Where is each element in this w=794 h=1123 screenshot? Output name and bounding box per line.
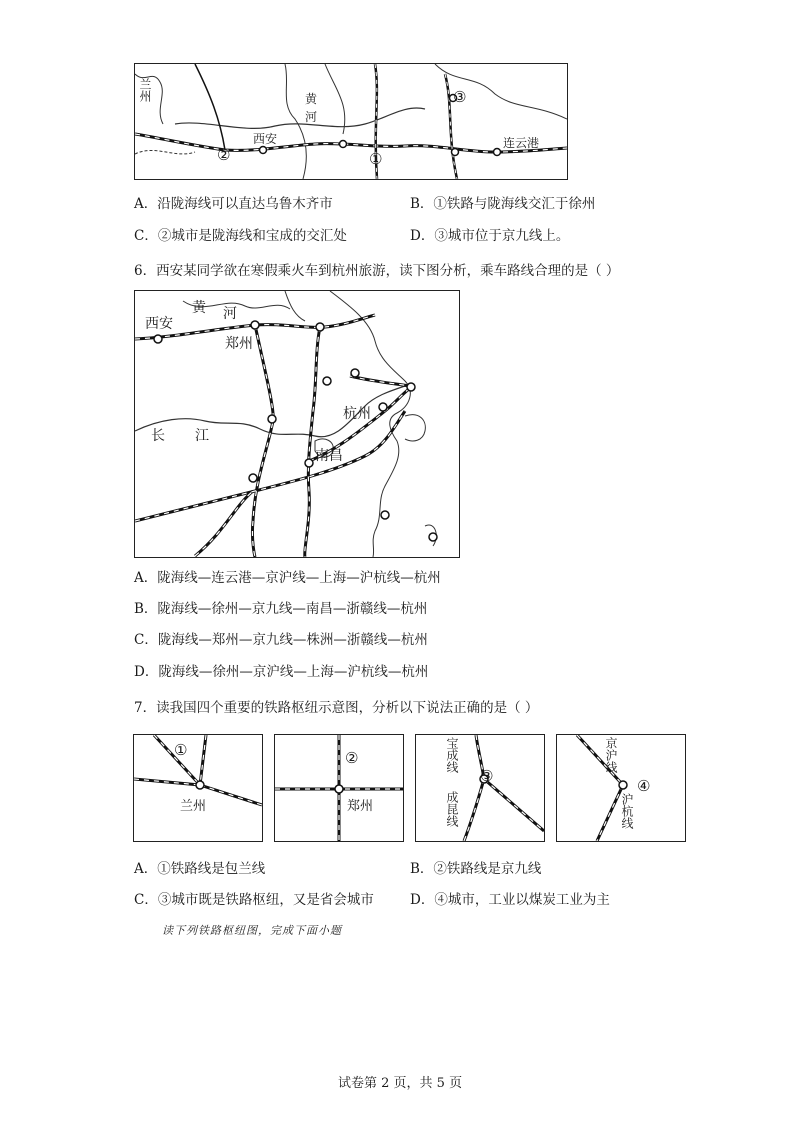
map-q6-label-huang: 黄 [192, 300, 206, 316]
q7-panel-3-line-bottom: 成昆线 [445, 791, 459, 827]
q7-panel-2-drawing [275, 735, 403, 841]
q7-panel-4-line-top: 京沪线 [604, 737, 618, 773]
q7-panel-2 [274, 734, 404, 842]
q7-panel-3-num: ③ [480, 767, 494, 785]
map-q6-label-xian: 西安 [145, 316, 173, 332]
handwritten-note: 读下列铁路枢纽图，完成下面小题 [162, 924, 342, 937]
q7-panel-3-drawing [416, 735, 544, 841]
q6-option-b[interactable]: B．陇海线—徐州—京九线—南昌—浙赣线—杭州 [134, 601, 428, 617]
q6-stem: 6．西安某同学欲在寒假乘火车到杭州旅游，读下图分析，乘车路线合理的是（ ） [134, 263, 620, 279]
q7-panel-3-line-top: 宝成线 [445, 737, 459, 773]
q7-panel-1-drawing [134, 735, 262, 841]
map-q6-label-zhengzhou: 郑州 [225, 336, 253, 352]
map-q6-label-hangzhou: 杭州 [343, 406, 371, 422]
map-q5-label-2: ② [217, 146, 231, 164]
map-q6-drawing [135, 291, 459, 557]
q7-option-b[interactable]: B．②铁路线是京九线 [410, 861, 542, 877]
q6-option-a[interactable]: A．陇海线—连云港—京沪线—上海—沪杭线—杭州 [134, 570, 441, 586]
page-footer: 试卷第 2 页，共 5 页 [338, 1076, 463, 1091]
map-q6-label-nanchang: 南昌 [315, 448, 343, 464]
q7-panel-1-num: ① [174, 741, 188, 759]
q7-panel-2-city: 郑州 [347, 799, 374, 814]
q7-panel-4 [556, 734, 686, 842]
map-q6-label-jiang: 江 [195, 428, 209, 444]
q7-panel-4-line-bottom: 沪杭线 [620, 793, 634, 829]
q7-option-a[interactable]: A．①铁路线是包兰线 [134, 861, 266, 877]
q7-panel-2-num: ② [345, 749, 359, 767]
map-q5-label-1: ① [369, 150, 383, 168]
map-q5-label-he: 河 [305, 110, 318, 124]
map-q5-label-xian: 西安 [253, 132, 278, 146]
q7-option-d[interactable]: D．④城市，工业以煤炭工业为主 [410, 892, 610, 908]
map-q5-label-lanzhou: 兰州 [138, 78, 152, 102]
q6-option-d[interactable]: D．陇海线—徐州—京沪线—上海—沪杭线—杭州 [134, 664, 429, 680]
map-q5 [134, 63, 568, 180]
q7-panel-4-num: ④ [637, 777, 651, 795]
map-q5-label-3: ③ [453, 88, 467, 106]
map-q6-label-he: 河 [223, 306, 237, 322]
q7-panel-1 [133, 734, 263, 842]
q7-panel-1-city: 兰州 [180, 799, 207, 814]
map-q5-label-lianyungang: 连云港 [503, 136, 540, 150]
q5-option-c[interactable]: C．②城市是陇海线和宝成的交汇处 [134, 228, 347, 244]
q7-stem: 7．读我国四个重要的铁路枢纽示意图，分析以下说法正确的是（ ） [134, 700, 539, 716]
q5-option-b[interactable]: B．①铁路与陇海线交汇于徐州 [410, 196, 596, 212]
map-q6 [134, 290, 460, 558]
map-q5-drawing [135, 64, 567, 179]
q7-panel-3 [415, 734, 545, 842]
q6-option-c[interactable]: C．陇海线—郑州—京九线—株洲—浙赣线—杭州 [134, 632, 428, 648]
q7-option-c[interactable]: C．③城市既是铁路枢纽，又是省会城市 [134, 892, 374, 908]
q5-option-d[interactable]: D．③城市位于京九线上。 [410, 228, 570, 244]
map-q6-label-chang: 长 [151, 428, 165, 444]
q5-option-a[interactable]: A．沿陇海线可以直达乌鲁木齐市 [134, 196, 333, 212]
map-q5-label-huang: 黄 [305, 92, 318, 106]
